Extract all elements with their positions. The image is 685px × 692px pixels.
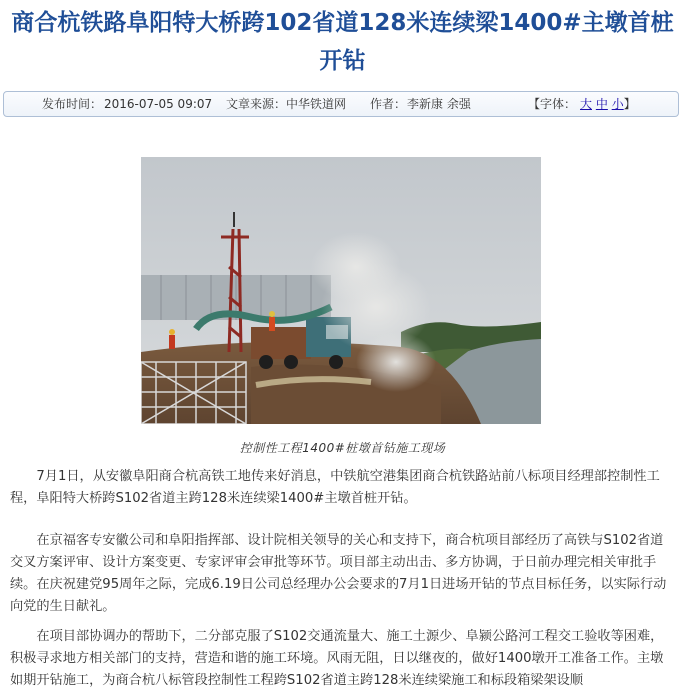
author-label: 作者： — [370, 97, 407, 111]
publish-time: 2016-07-05 09:07 — [104, 97, 213, 111]
font-medium-link[interactable]: 中 — [595, 97, 608, 111]
source-value: 中华铁道网 — [286, 97, 347, 111]
article-paragraph: 在项目部协调办的帮助下，二分部克服了S102交通流量大、施工土源少、阜颍公路河工程交工验收等困难，积极寻求地方相关部门的支持，营造和谐的施工环境。风雨无阻，日以继夜的，做好1400墩开工准备工作。主墩如期开钻施工，为商合杭八标管段控制性工程跨S102省道主跨128米连续梁施工和标段箱梁架设顺 — [10, 629, 664, 688]
author-value: 李新康 余强 — [407, 97, 471, 111]
article-paragraph: 7月1日，从安徽阜阳商合杭高铁工地传来好消息，中铁航空港集团商合杭铁路站前八标项目经理部控制性工程，阜阳特大桥跨S102省道主跨128米连续梁1400#主墩首桩开钻。 — [10, 469, 660, 506]
construction-site-photo — [141, 157, 541, 424]
publish-label: 发布时间： — [42, 97, 103, 111]
font-small-link[interactable]: 小 — [611, 97, 624, 111]
font-large-link[interactable]: 大 — [580, 97, 593, 111]
photo-caption: 控制性工程1400#桩墩首钻施工现场 — [239, 441, 446, 455]
article-title: 商合杭铁路阜阳特大桥跨102省道128米连续梁1400#主墩首桩开钻 — [11, 10, 674, 74]
font-size-label: 【字体： — [528, 97, 577, 111]
font-size-controls — [580, 92, 636, 116]
article-paragraph: 在京福客专安徽公司和阜阳指挥部、设计院相关领导的关心和支持下，商合杭项目部经历了高铁与S102省道交叉方案评审、设计方案变更、专家评审会审批等环节。项目部主动出击、多方协调，于日前办理完相关审批手续。在庆祝建党95周年之际，完成6.19日公司总经理办公会要求的7月1日进场开钻的节点目标任务，以实际行动向党的生日献礼。 — [10, 533, 667, 614]
source-label: 文章来源： — [226, 97, 287, 111]
article-photo — [141, 157, 541, 424]
font-size-close: 】 — [623, 97, 636, 111]
article-meta-bar — [3, 91, 679, 117]
